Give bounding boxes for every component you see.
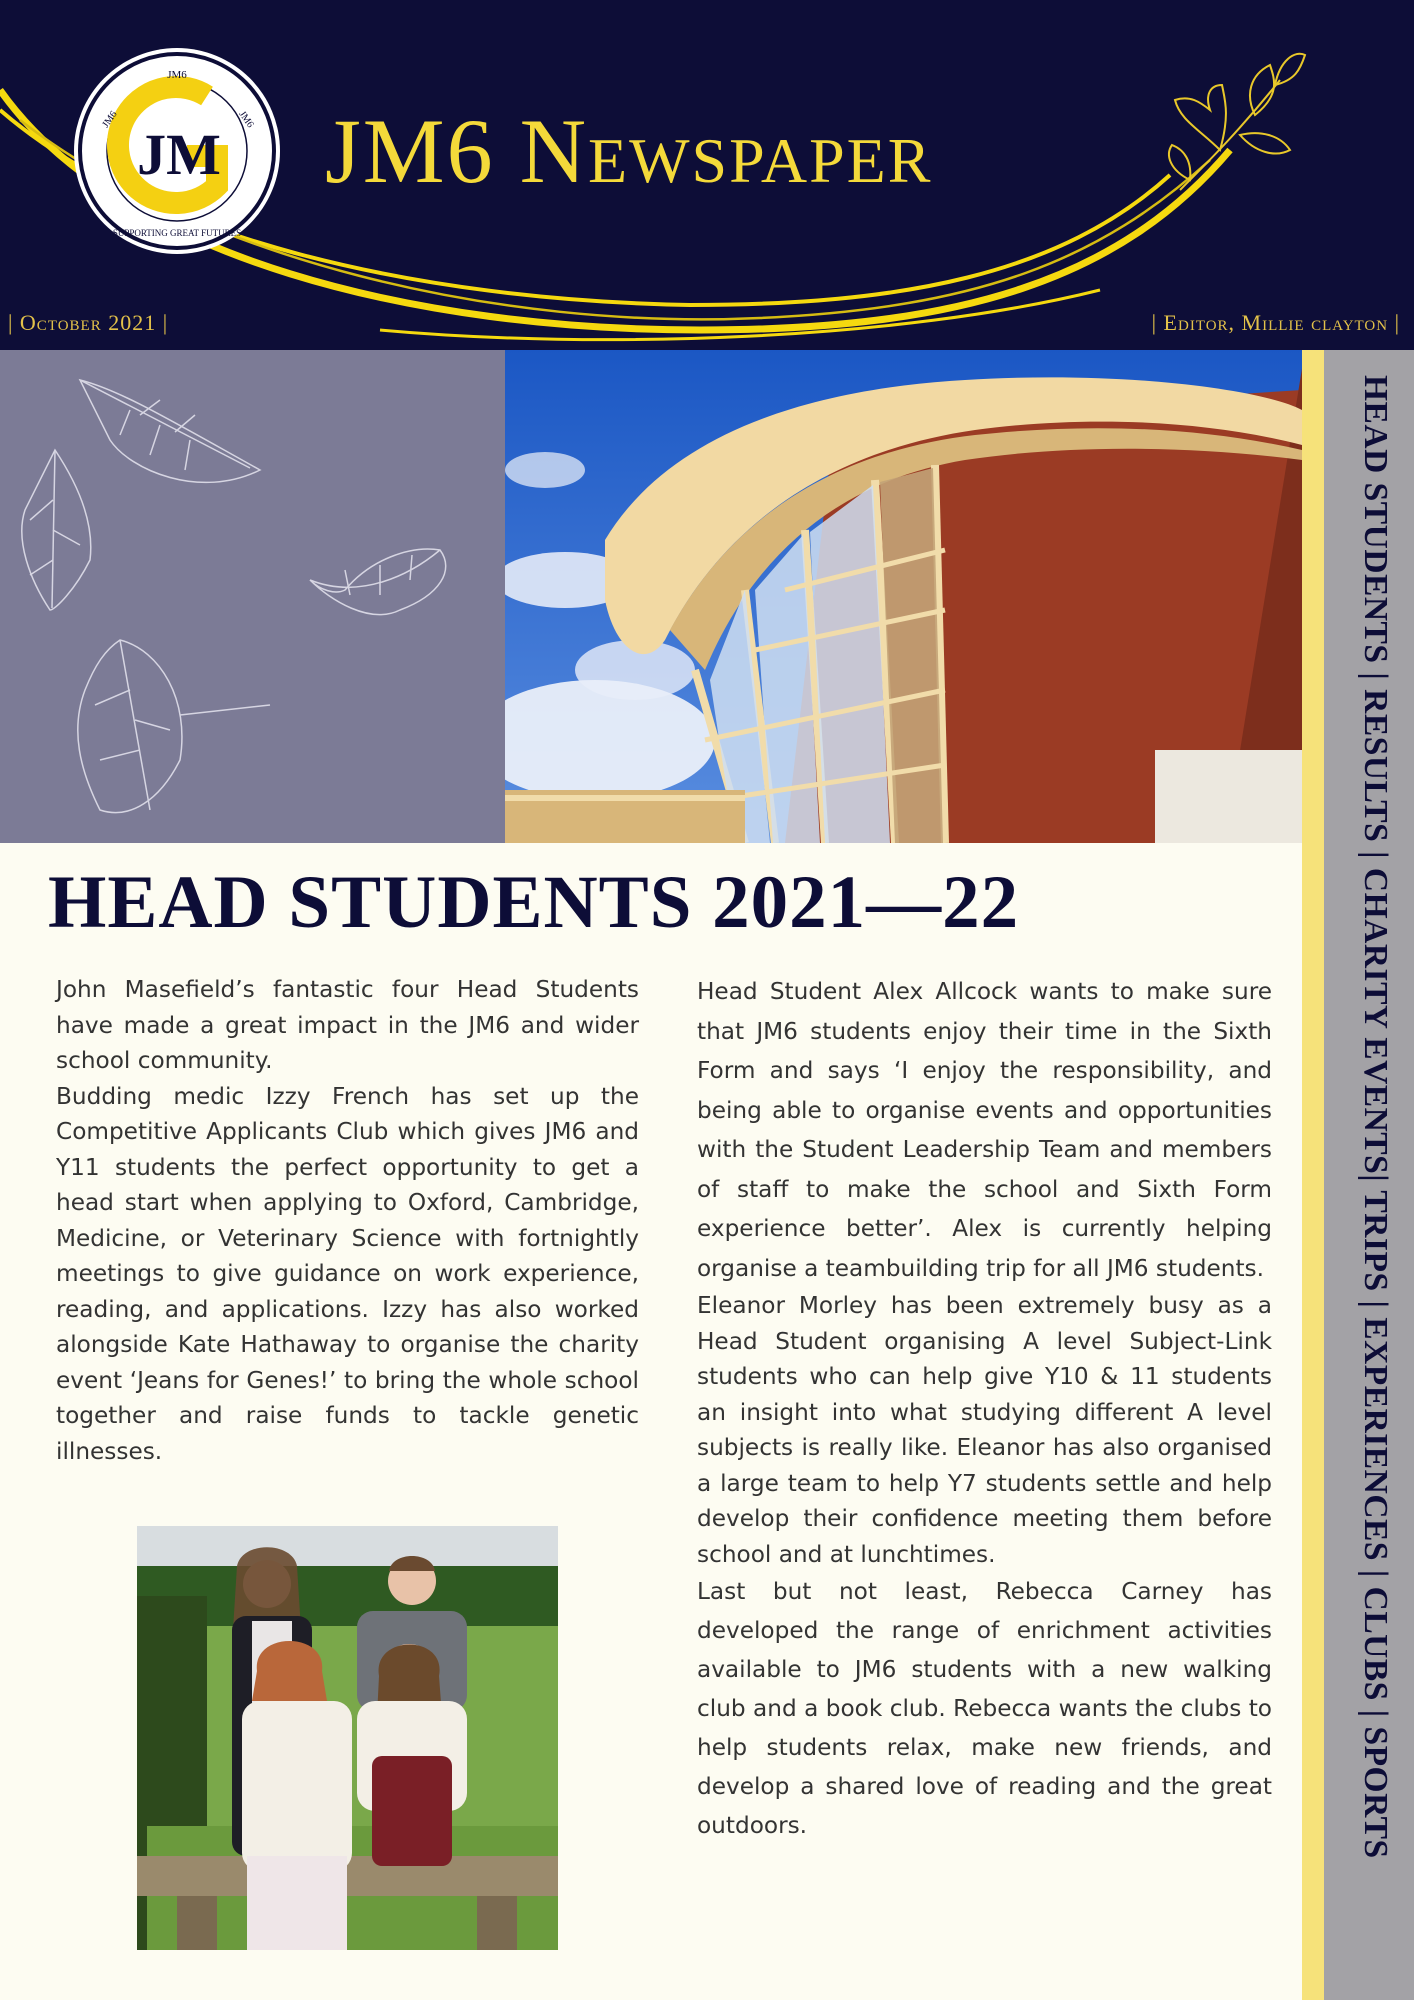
- editor-credit: | Editor, Millie clayton |: [1151, 310, 1400, 335]
- logo-ring-right: JM6: [236, 109, 256, 131]
- leaf-icon: [78, 640, 270, 813]
- article-column-left: [56, 972, 639, 1469]
- school-building-photo: [505, 350, 1302, 843]
- logo-ring-left: JM6: [100, 109, 120, 131]
- leaf-decoration-panel: [0, 350, 505, 843]
- head-students-photo: [137, 1526, 558, 1950]
- yellow-side-stripe: [1302, 350, 1324, 2000]
- article-paragraph: Budding medic Izzy French has set up the Competitive Applicants Club which gives JM6 and Y11 students the perfect opportunity to get a head start when applying to Oxford, Cambridge, Medicine, or Veterinary Science with fortnightly meetings to give guidance on work experience, reading, and applications. Izzy has also worked alongside Kate Hathaway to organise the charity event ‘Jeans for Genes!’ to bring the whole school together and raise funds to tackle genetic illnesses.: [56, 1082, 639, 1465]
- masthead-banner: [0, 0, 1414, 350]
- newspaper-title: JM6 Newspaper: [325, 100, 933, 202]
- section-nav-text: HEAD STUDENTS | RESULTS | CHARITY EVENTS| TRIPS | EXPERIENCES | CLUBS | SPORTS: [1357, 375, 1394, 1859]
- leaf-icon: [22, 450, 91, 610]
- logo-ring-top: JM6: [167, 69, 187, 81]
- oak-leaf-illustration: [1160, 40, 1310, 200]
- logo-motto: SUPPORTING GREAT FUTURES: [112, 228, 242, 238]
- leaf-icon: [80, 380, 260, 482]
- issue-date: | October 2021 |: [8, 310, 169, 335]
- section-nav: [1350, 375, 1410, 1975]
- article-paragraph: Head Student Alex Allcock wants to make sure that JM6 students enjoy their time in the Sixth Form and says ‘I enjoy the responsibility, and being able to organise events and opportunities with the Student Leadership Team and members of staff to make the school and Sixth Form experience better’. Alex is currently helping organise a teambuilding trip for all JM6 students.: [697, 978, 1272, 1282]
- article-paragraph: Last but not least, Rebecca Carney has developed the range of enrichment activities available to JM6 students with a new walking club and a book club. Rebecca wants the clubs to help students relax, make new friends, and develop a shared love of reading and the great outdoors.: [697, 1578, 1272, 1839]
- article-paragraph: Eleanor Morley has been extremely busy as a Head Student organising A level Subject-Link students who can help give Y10 & 11 students an insight into what studying different A level subjects is really like. Eleanor has also organised a large team to help Y7 students settle and help develop their confidence meeting them before school and at lunchtimes.: [697, 1292, 1272, 1568]
- logo-initials: JM: [137, 122, 221, 187]
- article-column-right: [697, 972, 1272, 1845]
- article-paragraph: John Masefield’s fantastic four Head Students have made a great impact in the JM6 and wider school community.: [56, 976, 639, 1074]
- leaf-icon: [310, 549, 446, 615]
- school-logo: [78, 52, 276, 250]
- article-headline: HEAD STUDENTS 2021—22: [48, 861, 1020, 944]
